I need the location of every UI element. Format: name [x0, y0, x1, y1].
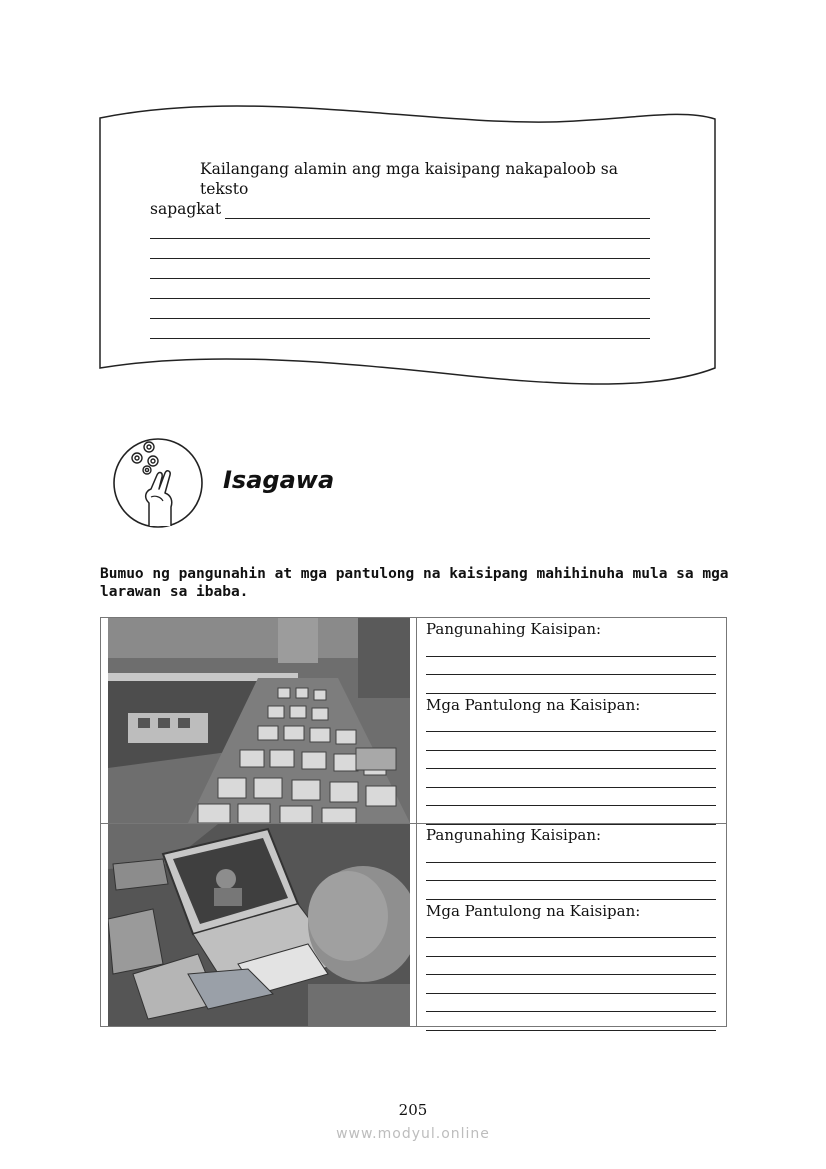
table-row	[101, 824, 726, 1026]
answer-line[interactable]	[150, 219, 650, 239]
answer-line[interactable]	[150, 259, 650, 279]
answer-line[interactable]	[150, 279, 650, 299]
answer-line[interactable]	[426, 881, 716, 900]
answer-line[interactable]	[426, 920, 716, 939]
answer-line[interactable]	[426, 957, 716, 976]
main-idea-label: Pangunahing Kaisipan:	[426, 826, 602, 844]
task-table	[100, 617, 727, 1027]
column-divider	[416, 824, 417, 1026]
answer-line[interactable]	[426, 751, 716, 770]
answer-line[interactable]	[426, 994, 716, 1013]
fingers-crossed-hand-icon	[113, 437, 203, 529]
section-title: Isagawa	[223, 466, 335, 494]
table-row	[101, 618, 726, 824]
column-divider	[416, 618, 417, 823]
instruction-text: Bumuo ng pangunahin at mga pantulong na kaisipang mahihinuha mula sa mga larawan sa ibaba.	[100, 566, 729, 600]
answer-line[interactable]	[150, 319, 650, 339]
answer-line[interactable]	[426, 1012, 716, 1031]
main-idea-label: Pangunahing Kaisipan:	[426, 620, 602, 638]
answer-cell	[426, 618, 716, 825]
answer-line[interactable]	[150, 239, 650, 259]
laptop-online-class-photo	[108, 824, 410, 1026]
answer-line[interactable]	[150, 299, 650, 319]
supporting-ideas-label: Mga Pantulong na Kaisipan:	[426, 901, 641, 920]
answer-line[interactable]	[426, 975, 716, 994]
answer-line[interactable]	[426, 638, 716, 657]
traffic-jam-photo	[108, 618, 410, 823]
answer-line[interactable]	[426, 844, 716, 863]
prompt-line: Kailangang alamin ang mga kaisipang nakapaloob sa teksto	[200, 160, 619, 198]
scroll-prompt	[150, 159, 650, 339]
answer-line[interactable]	[426, 675, 716, 694]
answer-line[interactable]	[426, 657, 716, 676]
answer-line[interactable]	[426, 732, 716, 751]
answer-line[interactable]	[426, 863, 716, 882]
answer-cell	[426, 824, 716, 1031]
answer-line[interactable]	[426, 806, 716, 825]
answer-line[interactable]	[426, 769, 716, 788]
prompt-sapagkat: sapagkat	[150, 200, 222, 218]
answer-line[interactable]	[426, 788, 716, 807]
answer-line[interactable]	[426, 938, 716, 957]
supporting-ideas-label: Mga Pantulong na Kaisipan:	[426, 695, 641, 714]
answer-line[interactable]	[225, 199, 650, 219]
watermark: www.modyul.online	[336, 1126, 490, 1142]
answer-line[interactable]	[426, 714, 716, 733]
page-number: 205	[398, 1101, 428, 1119]
